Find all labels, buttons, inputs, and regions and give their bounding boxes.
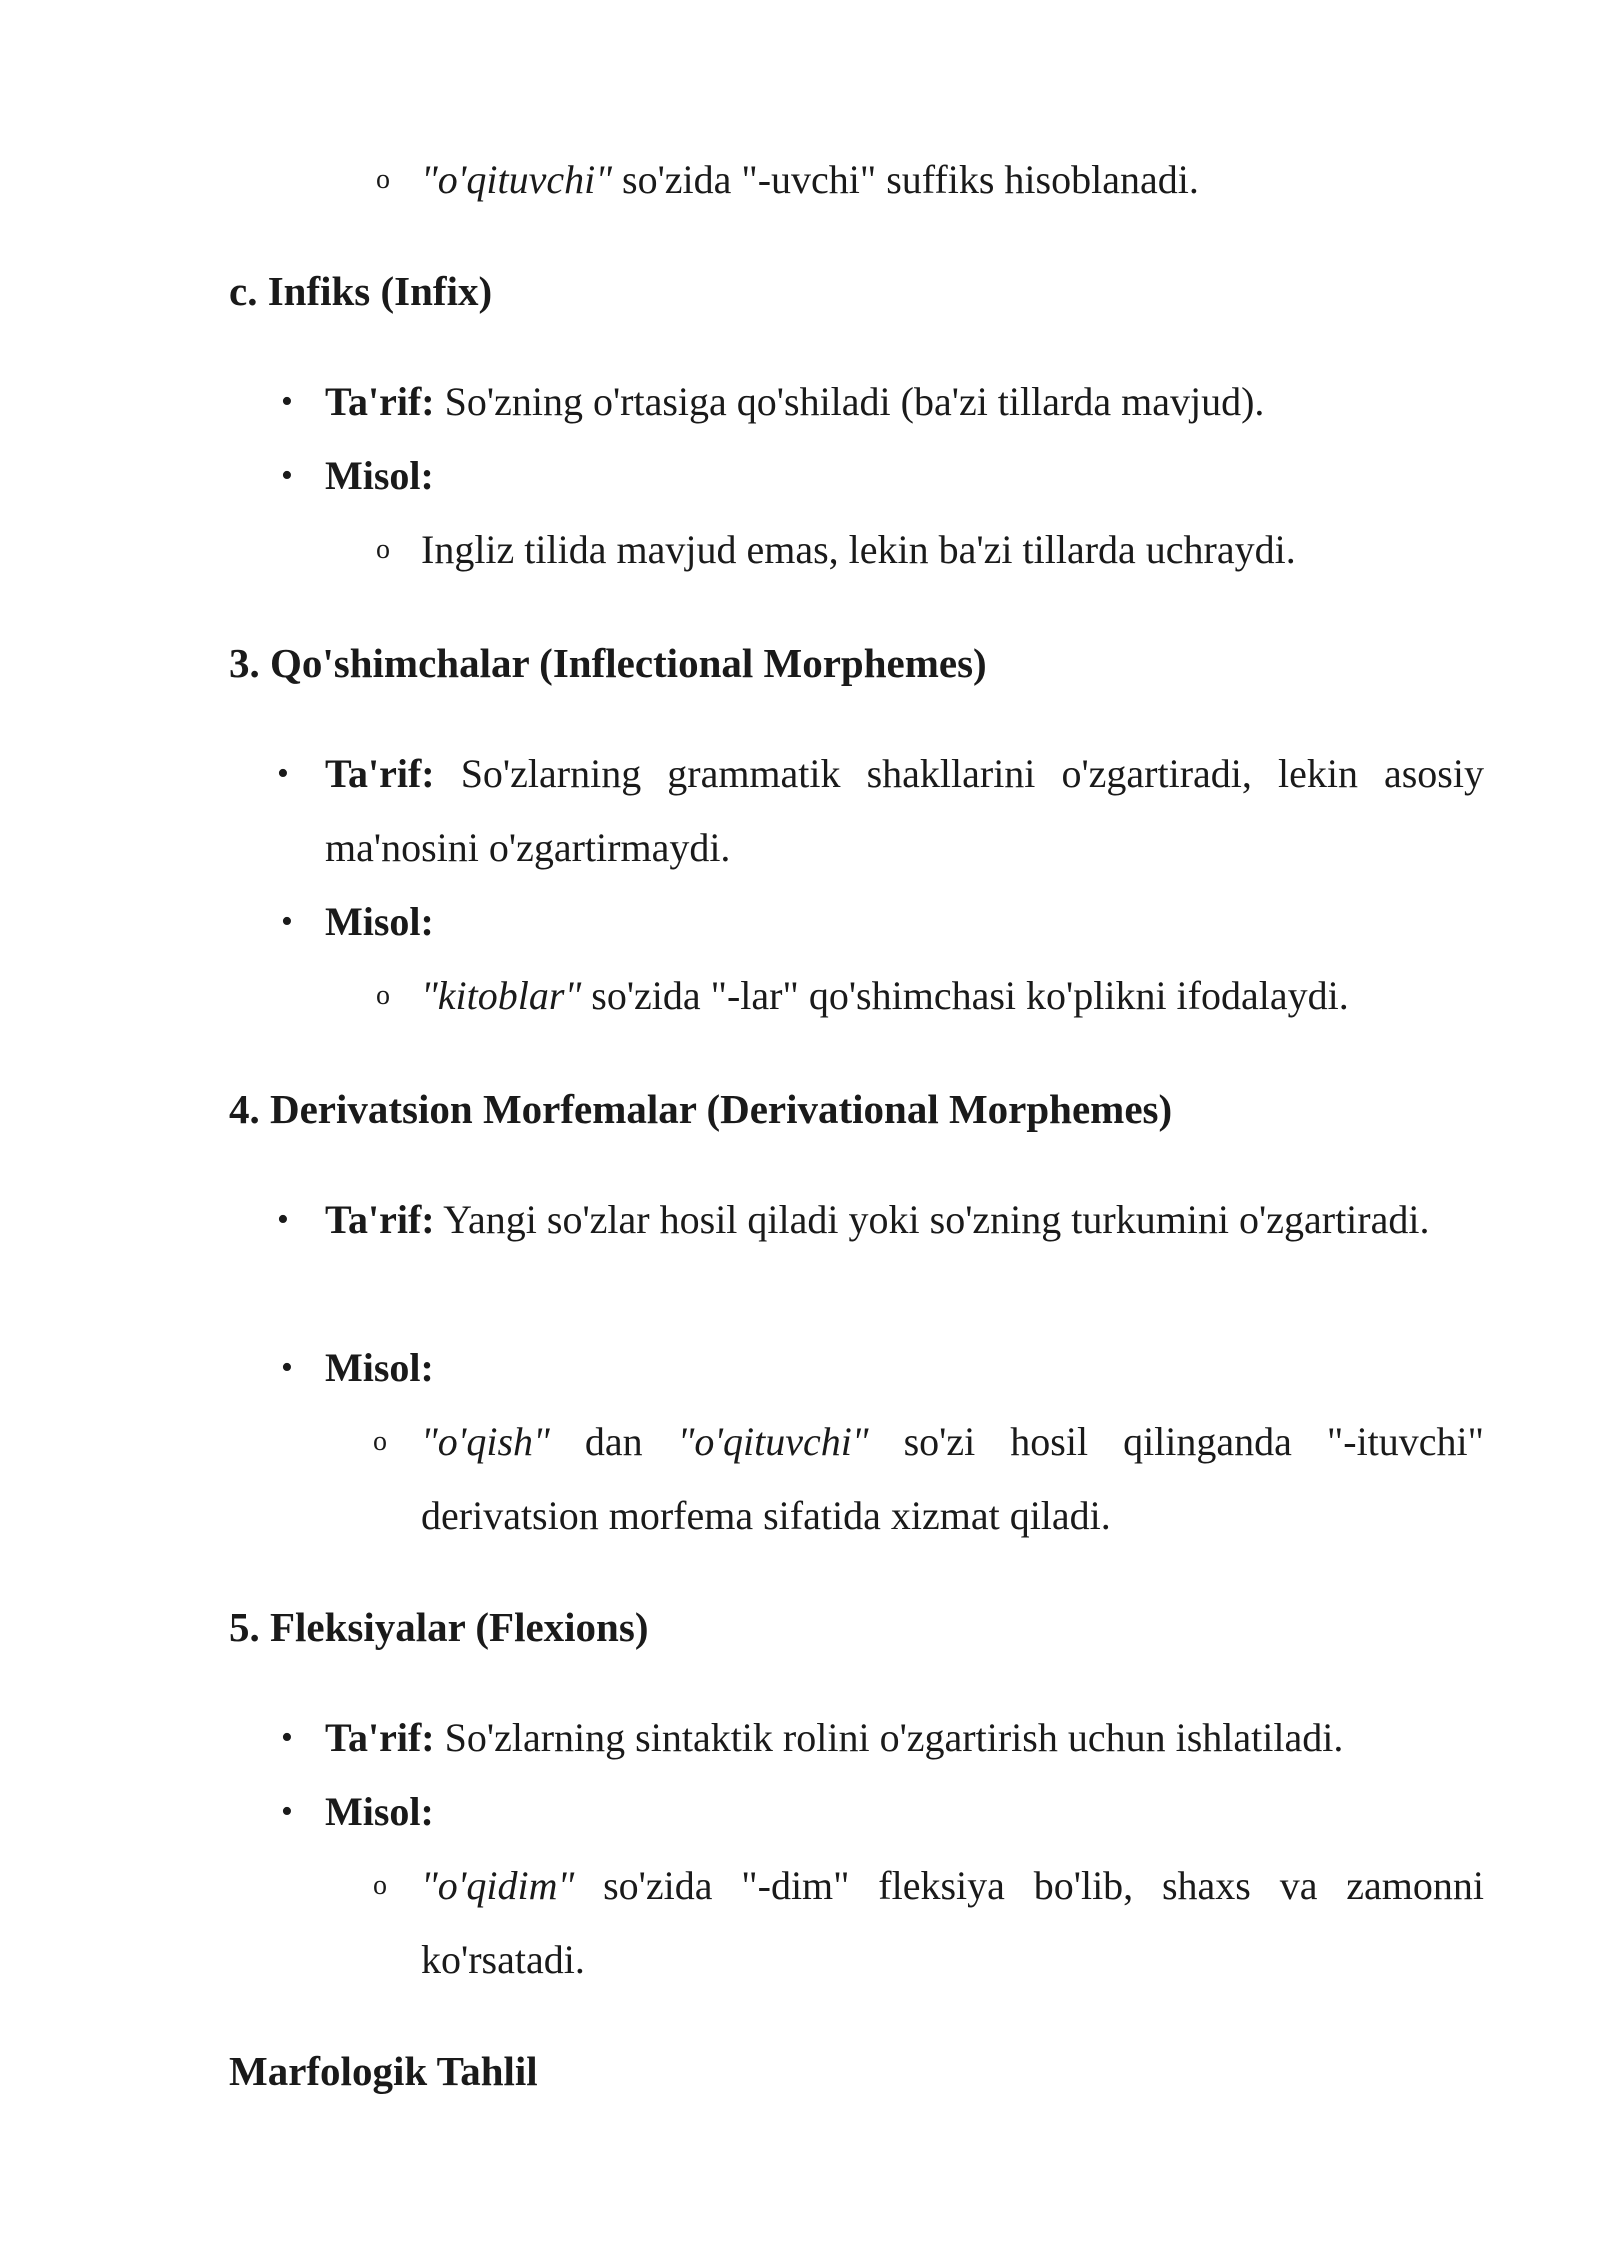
sub-item-text (421, 1849, 1484, 1997)
sub-bullet-marker: o (376, 980, 390, 1011)
item-text (325, 365, 1484, 439)
sub-bullet-marker: o (376, 534, 390, 565)
bullet-marker: • (281, 457, 293, 494)
example-word: "o'qish" (421, 1419, 550, 1464)
example-label: Misol: (325, 1789, 434, 1834)
definition-text: Yangi so'zlar hosil qiladi yoki so'zning turkumini o'zgartiradi. (434, 1197, 1430, 1242)
sub-list-item (373, 959, 1484, 1033)
example-word: "o'qituvchi" (421, 157, 612, 202)
sub-item-text (421, 1405, 1484, 1553)
definition-text: So'zlarning sintaktik rolini o'zgartirish uchun ishlatiladi. (434, 1715, 1344, 1760)
example-label: Misol: (325, 1345, 434, 1390)
bullet-marker: • (277, 755, 289, 792)
list-item (277, 1183, 1484, 1257)
example-word: "kitoblar" (421, 973, 582, 1018)
section-heading-marfologik-tahlil: Marfologik Tahlil (229, 2048, 538, 2094)
sub-list-item (373, 513, 1484, 587)
item-text (325, 737, 1484, 885)
definition-text: So'zning o'rtasiga qo'shiladi (ba'zi tillarda mavjud). (434, 379, 1265, 424)
section-heading-fleksiyalar: 5. Fleksiyalar (Flexions) (229, 1604, 649, 1650)
list-item (277, 365, 1484, 439)
sub-bullet-marker: o (376, 164, 390, 195)
definition-text: So'zlarning grammatik shakllarini o'zgartiradi, lekin asosiy ma'nosini o'zgartirmaydi. (325, 751, 1484, 870)
list-item (277, 1331, 1484, 1405)
example-label: Misol: (325, 899, 434, 944)
bullet-marker: • (281, 1349, 293, 1386)
definition-label: Ta'rif: (325, 751, 435, 796)
example-text: so'zi hosil qilinganda "-ituvchi" derivatsion morfema sifatida xizmat qiladi. (421, 1419, 1484, 1538)
sub-item-text (421, 143, 1484, 217)
example-word: "o'qituvchi" (677, 1419, 869, 1464)
list-item (277, 1701, 1484, 1775)
bullet-marker: • (281, 383, 293, 420)
sub-list-item (373, 1849, 1484, 1997)
list-item (277, 885, 1484, 959)
bullet-marker: • (281, 1793, 293, 1830)
definition-label: Ta'rif: (325, 1715, 435, 1760)
bullet-marker: • (277, 1201, 289, 1238)
sub-bullet-marker: o (373, 1870, 387, 1901)
sub-item-text: Ingliz tilida mavjud emas, lekin ba'zi tillarda uchraydi. (421, 527, 1296, 572)
list-item (277, 737, 1484, 885)
example-label: Misol: (325, 453, 434, 498)
bullet-marker: • (281, 903, 293, 940)
list-item (277, 1775, 1484, 1849)
section-heading-infiks: c. Infiks (Infix) (229, 268, 493, 314)
sub-list-item (373, 1405, 1484, 1553)
sub-list-item (373, 143, 1484, 217)
sub-bullet-marker: o (373, 1426, 387, 1457)
sub-item-text (421, 959, 1484, 1033)
item-text (325, 1701, 1484, 1775)
definition-label: Ta'rif: (325, 379, 435, 424)
example-text: so'zida "-lar" qo'shimchasi ko'plikni ifodalaydi. (581, 973, 1349, 1018)
example-word: "o'qidim" (421, 1863, 575, 1908)
example-text: so'zida "-uvchi" suffiks hisoblanadi. (612, 157, 1199, 202)
list-item (277, 439, 1484, 513)
definition-label: Ta'rif: (325, 1197, 435, 1242)
section-heading-derivatsion: 4. Derivatsion Morfemalar (Derivational Morphemes) (229, 1086, 1173, 1132)
item-text (325, 1183, 1484, 1257)
section-heading-qoshimchalar: 3. Qo'shimchalar (Inflectional Morphemes) (229, 640, 987, 686)
example-text: dan (549, 1419, 678, 1464)
example-text: so'zida "-dim" fleksiya bo'lib, shaxs va zamonni ko'rsatadi. (421, 1863, 1484, 1982)
bullet-marker: • (281, 1719, 293, 1756)
